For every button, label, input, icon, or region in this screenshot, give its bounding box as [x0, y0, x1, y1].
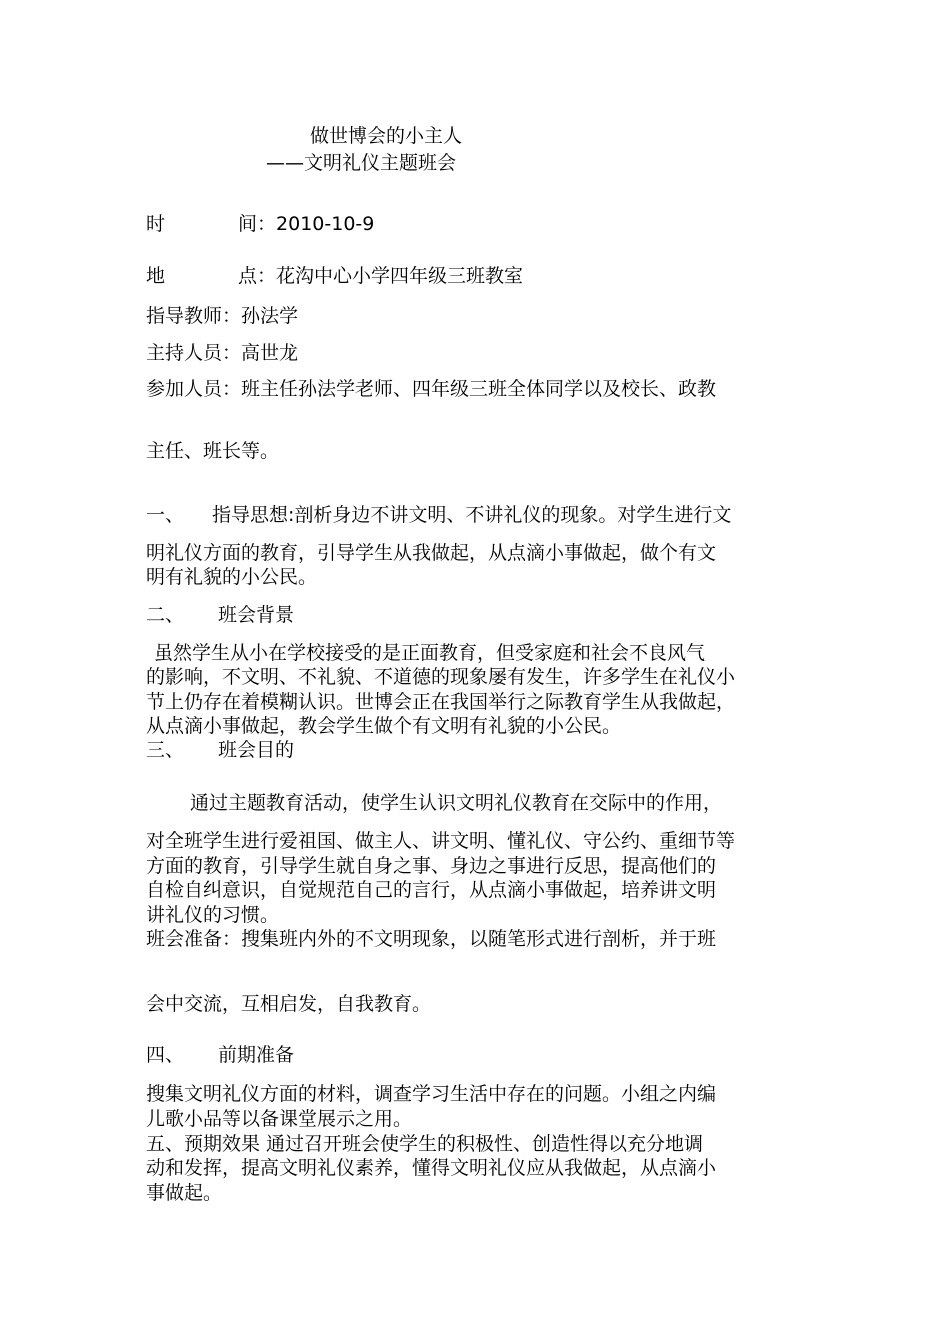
section-1-heading-row: [146, 503, 731, 527]
section-4-line-2: 儿歌小品等以备课堂展示之用。: [146, 1108, 413, 1130]
place-row: [146, 264, 523, 288]
class-preparation-line-2: 会中交流，互相启发，自我教育。: [146, 993, 432, 1015]
teacher-row: [146, 304, 298, 328]
time-value: 2010-10-9: [276, 213, 375, 235]
section-5-line-1: 五、预期效果 通过召开班会使学生的积极性、创造性得以充分地调: [146, 1133, 704, 1155]
place-label-char2: 点：: [238, 265, 277, 287]
section-3-heading: 班会目的: [218, 739, 295, 761]
section-1-number: 一、: [146, 504, 185, 526]
host-value: 高世龙: [241, 342, 299, 364]
place-label-char1: 地: [146, 265, 166, 287]
section-3-heading-row: [146, 738, 294, 762]
participants-line-2: 主任、班长等。: [146, 440, 280, 462]
participants-line-1: 班主任孙法学老师、四年级三班全体同学以及校长、政教: [241, 378, 717, 400]
section-3-line-5: 讲礼仪的习惯。: [146, 904, 280, 926]
class-preparation-line-1: 班会准备：搜集班内外的不文明现象，以随笔形式进行剖析，并于班: [146, 928, 717, 950]
section-4-heading: 前期准备: [218, 1044, 295, 1066]
section-2-line-1: 虽然学生从小在学校接受的是正面教育，但受家庭和社会不良风气: [154, 642, 706, 664]
section-3-line-4: 自检自纠意识，自觉规范自己的言行，从点滴小事做起，培养讲文明: [146, 879, 717, 901]
section-3-line-3: 方面的教育，引导学生就自身之事、身边之事进行反思，提高他们的: [146, 855, 717, 877]
section-3-number: 三、: [146, 739, 185, 761]
section-2-heading: 班会背景: [218, 604, 295, 626]
section-2-line-2: 的影响，不文明、不礼貌、不道德的现象屡有发生，许多学生在礼仪小: [146, 666, 736, 688]
section-1-line-1: 剖析身边不讲文明、不讲礼仪的现象。对学生进行文: [294, 504, 732, 526]
section-3-line-2: 对全班学生进行爱祖国、做主人、讲文明、懂礼仪、守公约、重细节等: [146, 830, 736, 852]
section-3-line-1: 通过主题教育活动，使学生认识文明礼仪教育在交际中的作用，: [190, 792, 723, 814]
teacher-value: 孙法学: [241, 305, 299, 327]
place-value: 花沟中心小学四年级三班教室: [276, 265, 524, 287]
section-4-heading-row: [146, 1043, 294, 1067]
host-label: 主持人员：: [146, 342, 242, 364]
document-title: 做世博会的小主人: [310, 125, 463, 147]
host-row: [146, 341, 298, 365]
section-4-number: 四、: [146, 1044, 185, 1066]
section-5-line-3: 事做起。: [146, 1182, 223, 1204]
teacher-label: 指导教师：: [146, 305, 242, 327]
section-1-line-3: 明有礼貌的小公民。: [146, 566, 318, 588]
section-2-line-4: 从点滴小事做起，教会学生做个有文明有礼貌的小公民。: [146, 715, 622, 737]
document-subtitle: ——文明礼仪主题班会: [266, 152, 457, 174]
section-2-number: 二、: [146, 604, 185, 626]
section-1-line-2: 明礼仪方面的教育，引导学生从我做起，从点滴小事做起，做个有文: [146, 542, 717, 564]
section-1-heading: 指导思想:: [212, 504, 295, 526]
participants-label: 参加人员：: [146, 378, 242, 400]
section-5-line-2: 动和发挥，提高文明礼仪素养，懂得文明礼仪应从我做起，从点滴小: [146, 1157, 717, 1179]
section-2-heading-row: [146, 603, 294, 627]
section-4-line-1: 搜集文明礼仪方面的材料，调查学习生活中存在的问题。小组之内编: [146, 1083, 717, 1105]
participants-row: [146, 377, 716, 401]
section-2-line-3: 节上仍存在着模糊认识。世博会正在我国举行之际教育学生从我做起，: [146, 691, 736, 713]
time-label-char2: 间：: [238, 213, 277, 235]
time-row: [146, 212, 374, 236]
time-label-char1: 时: [146, 213, 166, 235]
